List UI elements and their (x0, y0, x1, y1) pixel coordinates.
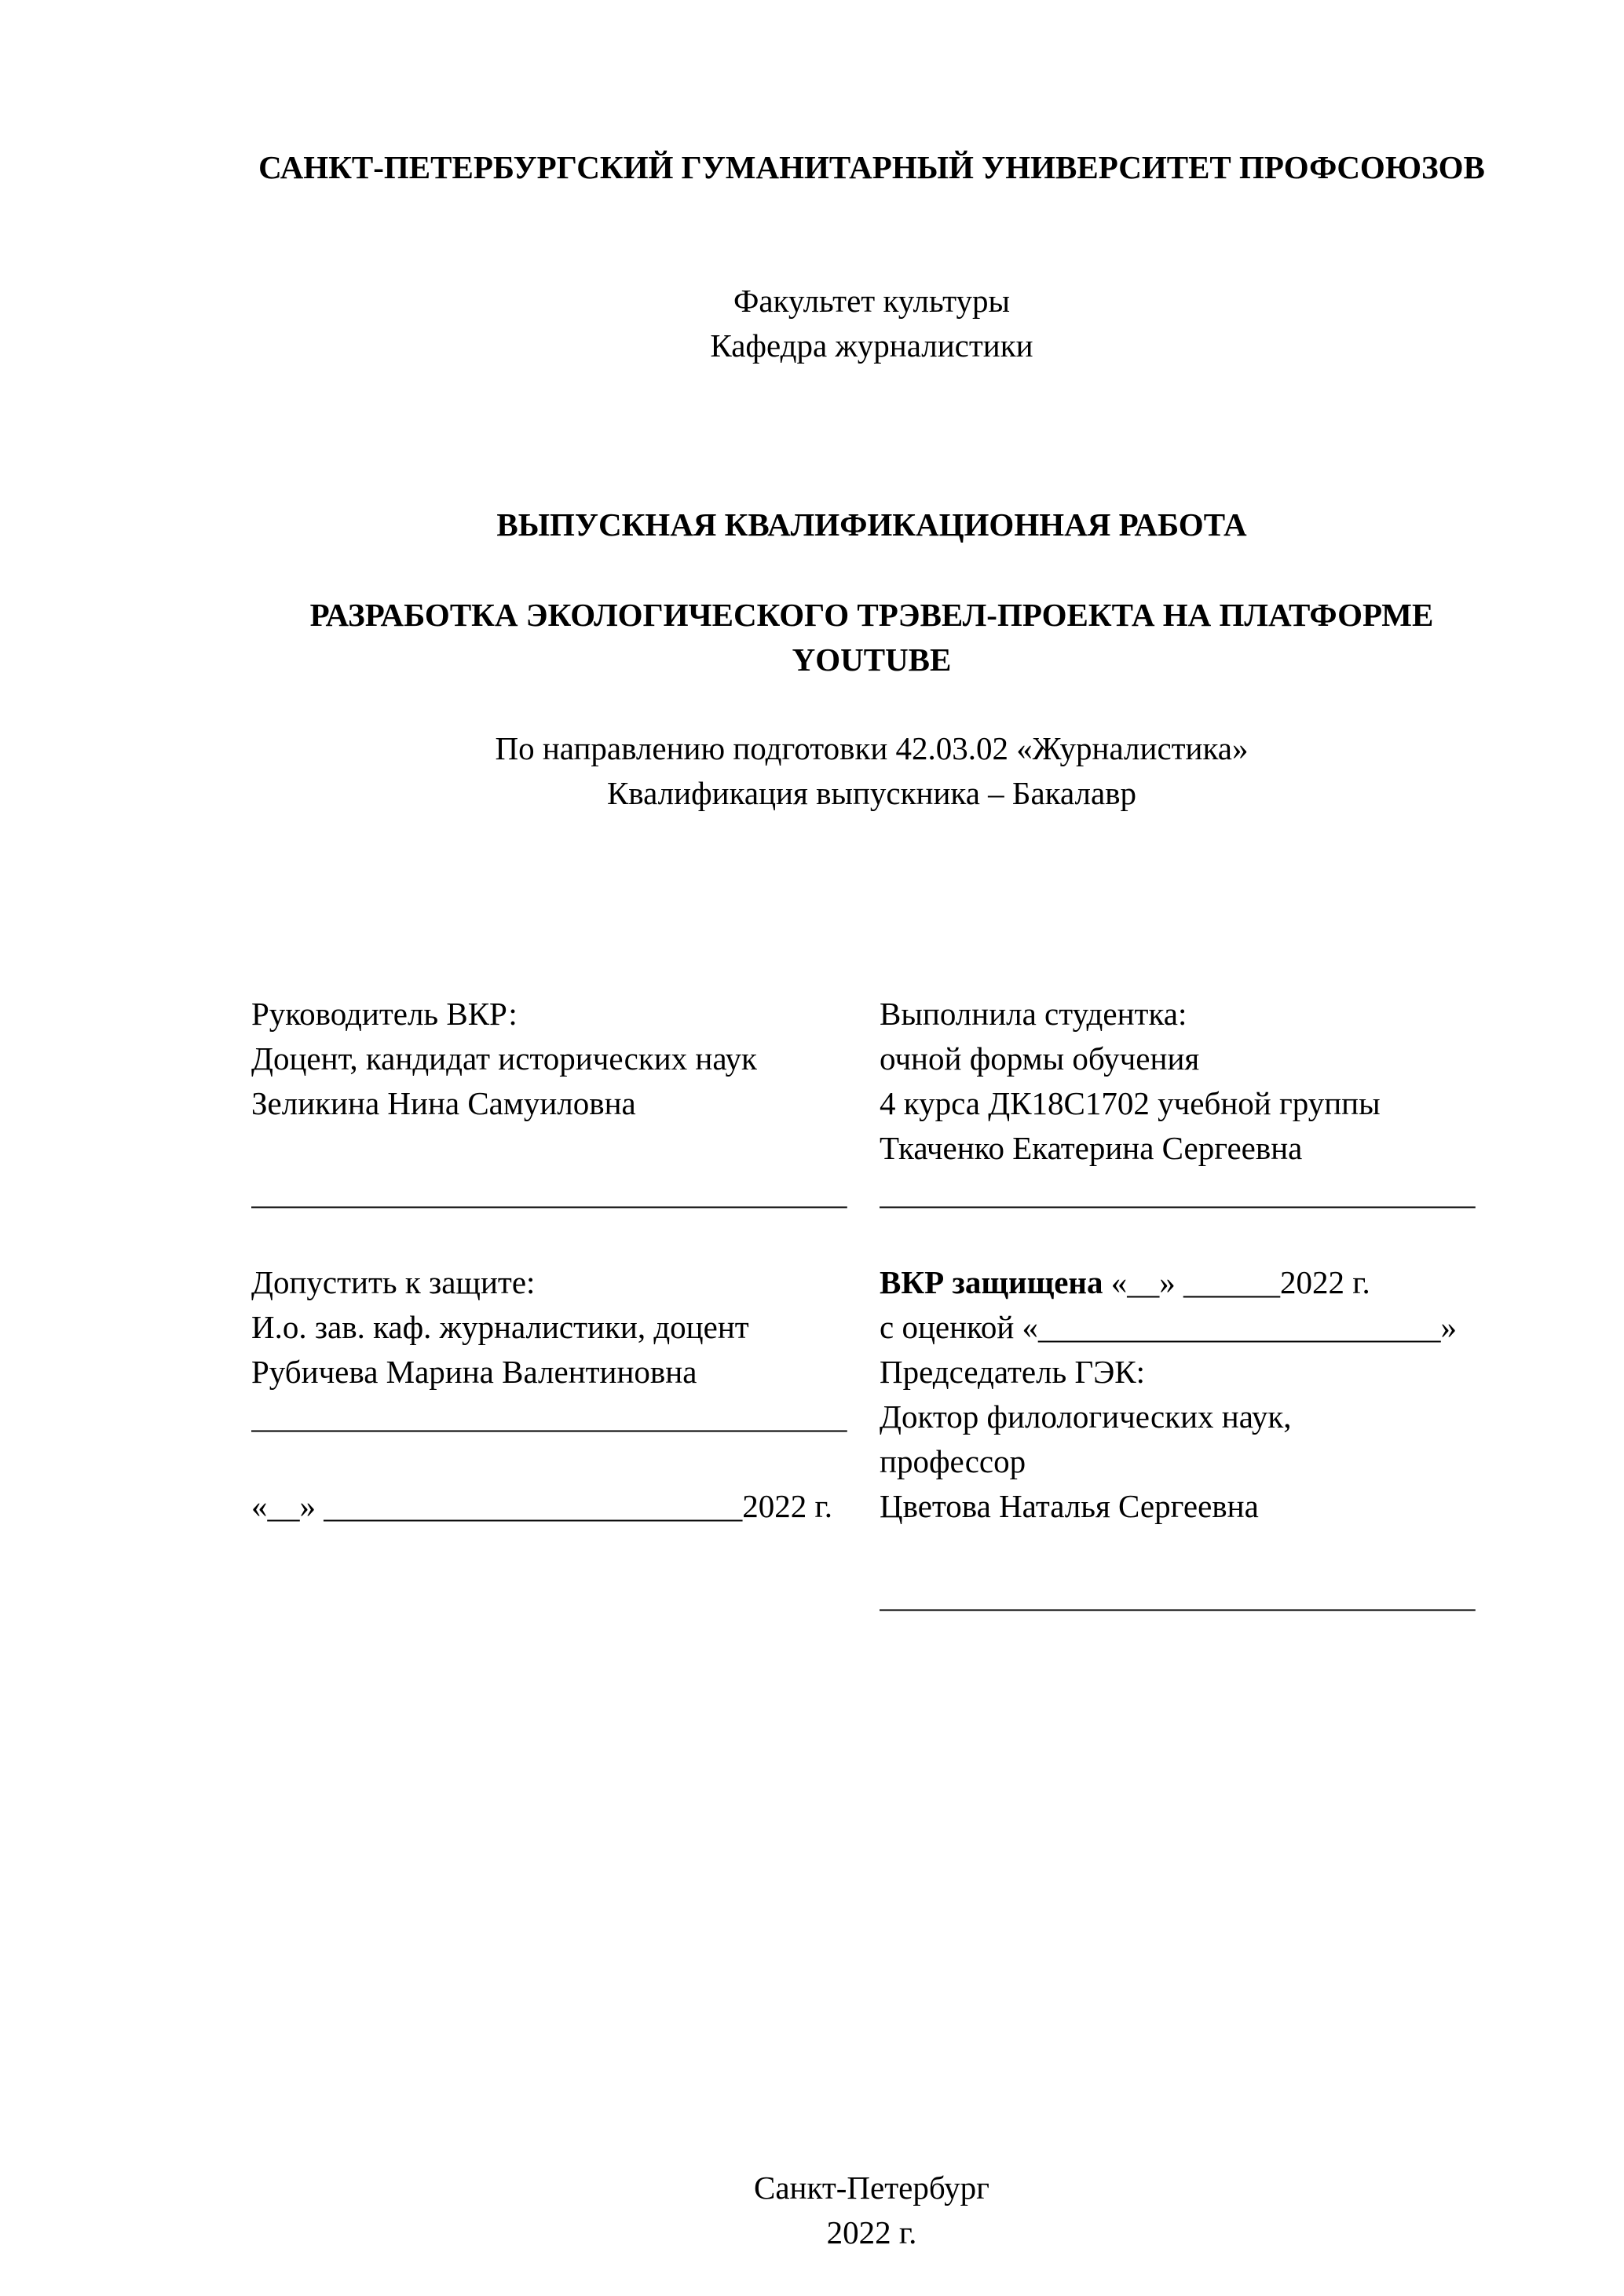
direction-block (251, 726, 1492, 816)
admit-name: Рубичева Марина Валентиновна (251, 1354, 697, 1390)
student-signature-line: _____________________________________ (880, 1175, 1476, 1211)
university-name: САНКТ-ПЕТЕРБУРГСКИЙ ГУМАНИТАРНЫЙ УНИВЕРСИТЕТ ПРОФСОЮЗОВ (258, 149, 1485, 185)
footer-block (251, 2166, 1492, 2255)
defended-line-rest: «__» ______2022 г. (1103, 1264, 1370, 1300)
thesis-title (251, 593, 1492, 682)
chairman-label: Председатель ГЭК: (880, 1354, 1146, 1390)
admit-label: Допустить к защите: (251, 1264, 536, 1300)
supervisor-name: Зеликина Нина Самуиловна (251, 1085, 636, 1121)
faculty-name: Факультет культуры (733, 283, 1011, 319)
supervisor-column (251, 992, 856, 1618)
study-group: 4 курса ДК18С1702 учебной группы (880, 1085, 1381, 1121)
student-label: Выполнила студентка: (880, 996, 1187, 1032)
year: 2022 г. (826, 2214, 917, 2250)
admit-date-line: «__» __________________________2022 г. (251, 1488, 832, 1524)
blank-line (880, 1529, 1492, 1574)
department-name: Кафедра журналистики (710, 327, 1033, 364)
city: Санкт-Петербург (754, 2170, 989, 2206)
direction-line: По направлению подготовки 42.03.02 «Журналистика» (495, 730, 1249, 766)
chairman-signature-line: _____________________________________ (880, 1578, 1476, 1614)
supervisor-signature-line: _____________________________________ (251, 1175, 847, 1211)
grade-line: с оценкой «_________________________» (880, 1309, 1458, 1345)
admit-signature-line: _____________________________________ (251, 1398, 847, 1435)
signatures-section (251, 992, 1492, 1618)
blank-line (251, 1216, 856, 1260)
chairman-position-2: профессор (880, 1443, 1026, 1479)
chairman-position-1: Доктор филологических наук, (880, 1398, 1292, 1435)
supervisor-position: Доцент, кандидат исторических наук (251, 1040, 757, 1077)
faculty-block (251, 279, 1492, 368)
blank-line (251, 1126, 856, 1171)
defended-line (880, 1260, 1492, 1305)
blank-line (251, 1439, 856, 1484)
supervisor-label: Руководитель ВКР: (251, 996, 518, 1032)
qualification-line: Квалификация выпускника – Бакалавр (606, 775, 1137, 811)
thesis-title-text: РАЗРАБОТКА ЭКОЛОГИЧЕСКОГО ТРЭВЕЛ-ПРОЕКТА НА ПЛАТФОРМЕ YOUTUBE (309, 597, 1434, 678)
blank-line (880, 1216, 1492, 1260)
study-form: очной формы обучения (880, 1040, 1200, 1077)
work-type-heading: ВЫПУСКНАЯ КВАЛИФИКАЦИОННАЯ РАБОТА (496, 506, 1247, 543)
chairman-name: Цветова Наталья Сергеевна (880, 1488, 1259, 1524)
student-name: Ткаченко Екатерина Сергеевна (880, 1130, 1303, 1166)
defended-line-bold: ВКР защищена (880, 1264, 1103, 1300)
student-column (880, 992, 1492, 1618)
admit-position: И.о. зав. каф. журналистики, доцент (251, 1309, 749, 1345)
